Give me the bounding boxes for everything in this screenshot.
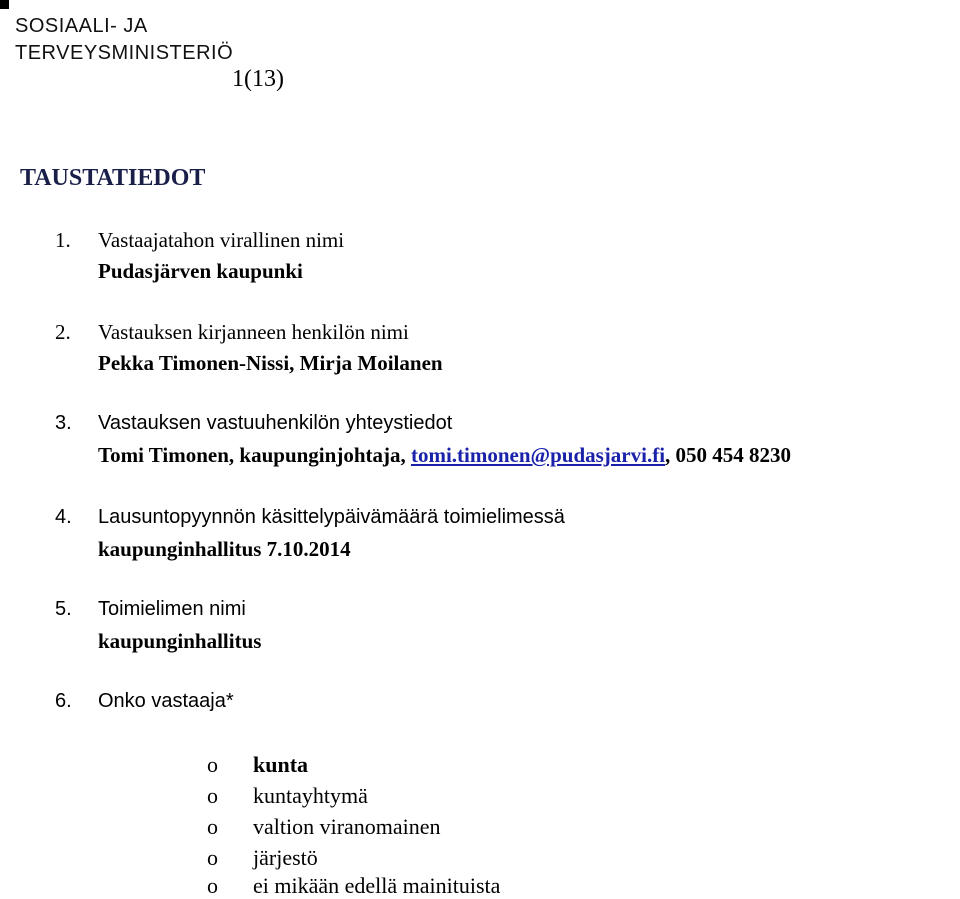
question-answer: kaupunginhallitus	[98, 629, 262, 653]
option-label: kunta	[253, 752, 309, 777]
question-label: Onko vastaaja*	[98, 690, 234, 712]
email-link[interactable]: tomi.timonen@pudasjarvi.fi	[410, 443, 666, 467]
option-bullet-icon: o	[207, 814, 218, 839]
question-answer: kaupunginhallitus 7.10.2014	[98, 537, 351, 561]
org-name-line1: SOSIAALI- JA	[15, 15, 148, 37]
option-bullet-icon: o	[207, 783, 218, 808]
question-label: Vastauksen vastuuhenkilön yhteystiedot	[98, 412, 453, 434]
question-number: 1.	[55, 228, 71, 252]
question-label: Vastauksen kirjanneen henkilön nimi	[98, 320, 409, 344]
option-bullet-icon: o	[207, 845, 218, 870]
question-number: 2.	[55, 320, 71, 344]
page-number: 1(13)	[232, 66, 284, 92]
option-kuntayhtyma[interactable]	[207, 783, 368, 809]
question-number: 3.	[55, 412, 72, 434]
question-answer: Pudasjärven kaupunki	[98, 259, 303, 283]
option-bullet-icon: o	[207, 873, 218, 898]
option-kunta[interactable]	[207, 752, 308, 778]
option-label: ei mikään edellä mainituista	[253, 873, 501, 898]
question-answer: Pekka Timonen-Nissi, Mirja Moilanen	[98, 351, 443, 375]
option-label: valtion viranomainen	[253, 814, 441, 839]
question-label: Toimielimen nimi	[98, 598, 246, 620]
question-number: 5.	[55, 598, 72, 620]
option-jarjesto[interactable]	[207, 845, 318, 871]
question-label: Lausuntopyynnön käsittelypäivämäärä toimielimessä	[98, 506, 565, 528]
option-label: järjestö	[253, 845, 318, 870]
question-label: Vastaajatahon virallinen nimi	[98, 228, 345, 252]
org-name-line2: TERVEYSMINISTERIÖ	[15, 42, 234, 64]
contact-name: Tomi Timonen, kaupunginjohtaja,	[98, 443, 411, 467]
option-bullet-icon: o	[207, 752, 218, 777]
contact-phone: , 050 454 8230	[665, 443, 792, 467]
option-label: kuntayhtymä	[253, 783, 368, 808]
question-number: 4.	[55, 506, 72, 528]
question-number: 6.	[55, 690, 72, 712]
option-valtion-viranomainen[interactable]	[207, 814, 441, 840]
logo-square-icon	[0, 0, 9, 9]
section-title: TAUSTATIEDOT	[20, 165, 206, 191]
option-ei-mikaan[interactable]	[207, 873, 500, 899]
question-answer	[98, 443, 791, 468]
